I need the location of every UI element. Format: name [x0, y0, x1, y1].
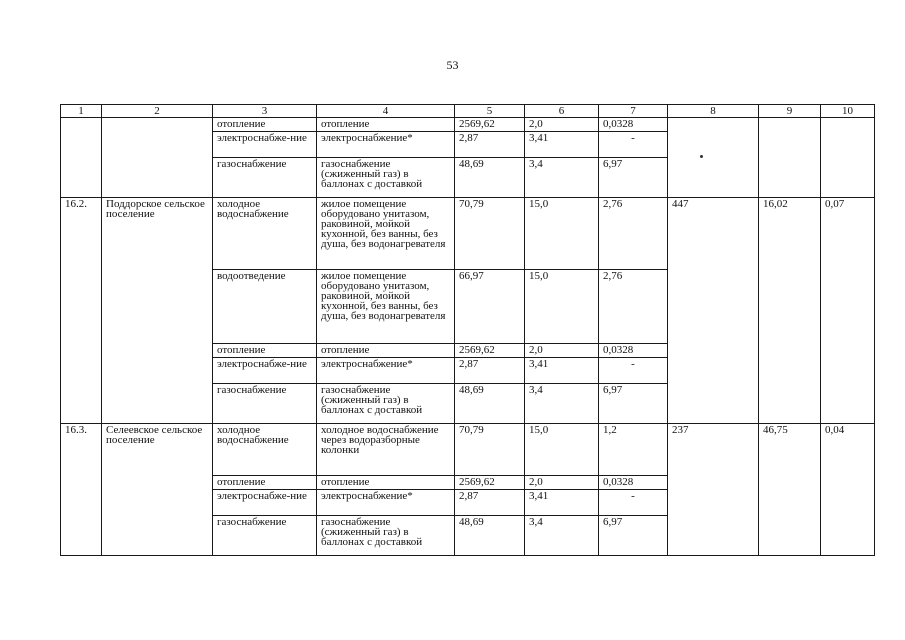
value-col5: 70,79 [455, 424, 525, 476]
column-header: 8 [668, 105, 759, 118]
row-number-cell: 16.2. [61, 198, 102, 424]
value-col5: 48,69 [455, 516, 525, 556]
value-col6: 2,0 [525, 118, 599, 132]
value-col8 [668, 118, 759, 198]
value-col9: 46,75 [759, 424, 821, 556]
table-header-row [61, 105, 875, 118]
settlement-name-cell [102, 118, 213, 198]
column-header: 3 [213, 105, 317, 118]
tariff-table [60, 104, 875, 556]
value-col6: 3,4 [525, 384, 599, 424]
value-col7: - [599, 132, 668, 158]
value-col5: 2569,62 [455, 344, 525, 358]
service-cell: электроснабже-ние [213, 490, 317, 516]
value-col10: 0,04 [821, 424, 875, 556]
column-header: 9 [759, 105, 821, 118]
value-col6: 3,41 [525, 490, 599, 516]
value-col6: 3,41 [525, 358, 599, 384]
description-cell: газоснабжение (сжиженный газ) в баллонах с доставкой [317, 384, 455, 424]
service-cell: электроснабже-ние [213, 358, 317, 384]
service-cell: отопление [213, 118, 317, 132]
description-cell: газоснабжение (сжиженный газ) в баллонах с доставкой [317, 158, 455, 198]
value-col6: 3,4 [525, 516, 599, 556]
table-row [61, 198, 875, 270]
settlement-name-cell: Селеевское сельское поселение [102, 424, 213, 556]
value-col6: 2,0 [525, 344, 599, 358]
description-cell: отопление [317, 344, 455, 358]
value-col9: 16,02 [759, 198, 821, 424]
value-col5: 48,69 [455, 384, 525, 424]
description-cell: жилое помещение оборудовано унитазом, раковиной, мойкой кухонной, без ванны, без душа, без водонагревателя [317, 198, 455, 270]
value-col6: 3,41 [525, 132, 599, 158]
value-col7: 0,0328 [599, 118, 668, 132]
description-cell: электроснабжение* [317, 490, 455, 516]
value-col7: 0,0328 [599, 344, 668, 358]
table-row [61, 118, 875, 132]
value-col6: 2,0 [525, 476, 599, 490]
service-cell: холодное водоснабжение [213, 198, 317, 270]
value-col7: - [599, 358, 668, 384]
value-col8: 237 [668, 424, 759, 556]
value-col5: 2569,62 [455, 118, 525, 132]
column-header: 10 [821, 105, 875, 118]
value-col7: 2,76 [599, 270, 668, 344]
service-cell: отопление [213, 476, 317, 490]
value-col7: 6,97 [599, 516, 668, 556]
service-cell: газоснабжение [213, 384, 317, 424]
value-col7: 6,97 [599, 158, 668, 198]
value-col10: 0,07 [821, 198, 875, 424]
row-number-cell: 16.3. [61, 424, 102, 556]
value-col6: 15,0 [525, 270, 599, 344]
value-col6: 3,4 [525, 158, 599, 198]
service-cell: отопление [213, 344, 317, 358]
description-cell: жилое помещение оборудовано унитазом, раковиной, мойкой кухонной, без ванны, без душа, без водонагревателя [317, 270, 455, 344]
service-cell: газоснабжение [213, 158, 317, 198]
settlement-name-cell: Поддорское сельское поселение [102, 198, 213, 424]
value-col5: 2569,62 [455, 476, 525, 490]
value-col6: 15,0 [525, 424, 599, 476]
value-col7: - [599, 490, 668, 516]
scan-dot-mark [700, 155, 703, 158]
value-col9 [759, 118, 821, 198]
column-header: 7 [599, 105, 668, 118]
page-number: 53 [446, 58, 459, 72]
column-header: 5 [455, 105, 525, 118]
table-row [61, 424, 875, 476]
service-cell: газоснабжение [213, 516, 317, 556]
value-col5: 48,69 [455, 158, 525, 198]
column-header: 1 [61, 105, 102, 118]
row-number-cell [61, 118, 102, 198]
value-col5: 2,87 [455, 132, 525, 158]
description-cell: электроснабжение* [317, 132, 455, 158]
value-col8: 447 [668, 198, 759, 424]
service-cell: холодное водоснабжение [213, 424, 317, 476]
value-col7: 2,76 [599, 198, 668, 270]
column-header: 2 [102, 105, 213, 118]
service-cell: электроснабже-ние [213, 132, 317, 158]
description-cell: отопление [317, 476, 455, 490]
value-col10 [821, 118, 875, 198]
description-cell: электроснабжение* [317, 358, 455, 384]
service-cell: водоотведение [213, 270, 317, 344]
value-col7: 0,0328 [599, 476, 668, 490]
value-col6: 15,0 [525, 198, 599, 270]
value-col7: 6,97 [599, 384, 668, 424]
description-cell: газоснабжение (сжиженный газ) в баллонах с доставкой [317, 516, 455, 556]
value-col5: 66,97 [455, 270, 525, 344]
value-col5: 70,79 [455, 198, 525, 270]
value-col7: 1,2 [599, 424, 668, 476]
value-col5: 2,87 [455, 490, 525, 516]
column-header: 6 [525, 105, 599, 118]
value-col5: 2,87 [455, 358, 525, 384]
description-cell: отопление [317, 118, 455, 132]
column-header: 4 [317, 105, 455, 118]
description-cell: холодное водоснабжение через водоразборные колонки [317, 424, 455, 476]
